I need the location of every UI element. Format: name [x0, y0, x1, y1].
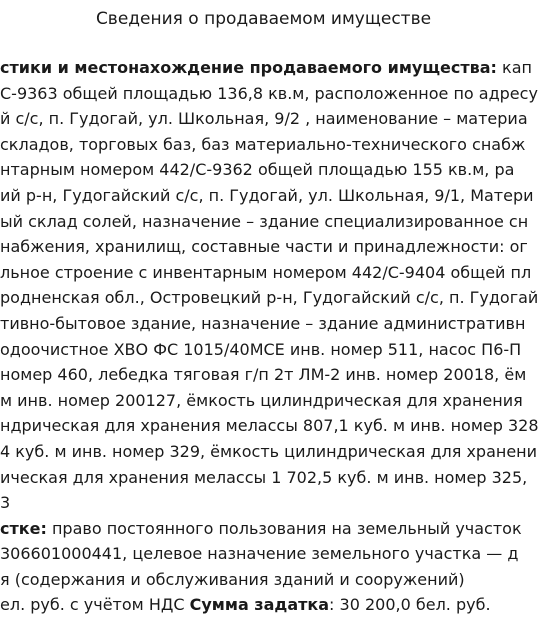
text-segment: льное строение с инвентарным номером 442/С-9404 общей пл	[0, 262, 532, 282]
bold-text-segment: стке:	[0, 518, 47, 538]
text-line	[0, 567, 527, 593]
text-segment: право постоянного пользования на земельный участок	[46, 518, 522, 538]
text-line	[0, 81, 538, 107]
text-line	[0, 490, 527, 516]
text-segment: тивно-бытовое здание, назначение – здание административн	[0, 313, 526, 333]
text-segment: ый склад солей, назначение – здание специализированное сн	[0, 211, 529, 231]
text-line	[0, 234, 527, 260]
bold-text-segment: стики и местонахождение продаваемого имущества:	[0, 58, 497, 77]
text-line	[0, 439, 538, 465]
text-line	[0, 362, 527, 388]
text-segment: 306601000441, целевое назначение земельного участка — д	[0, 544, 519, 564]
text-segment: складов, торговых баз, баз материально-технического снабж	[0, 134, 526, 154]
text-segment: родненская обл., Островецкий р-н, Гудогайский с/с, п. Гудогай	[0, 288, 539, 308]
text-segment: кап	[496, 58, 532, 77]
text-segment: ндрическая для хранения мелассы 807,1 куб. м инв. номер 328	[0, 416, 539, 436]
text-segment: я (содержания и обслуживания зданий и сооружений)	[0, 569, 465, 589]
text-line	[0, 465, 527, 491]
text-segment: м инв. номер 200127, ёмкость цилиндрическая для хранения	[0, 390, 523, 410]
text-line	[0, 157, 527, 183]
text-line	[0, 209, 527, 235]
text-line	[0, 311, 527, 337]
text-line	[0, 55, 532, 81]
bold-text-segment: Сумма задатка	[189, 595, 330, 615]
text-segment: 3	[0, 493, 11, 513]
text-segment: набжения, хранилищ, составные части и принадлежности: ог	[0, 237, 528, 257]
text-segment: : 30 200,0 бел. руб.	[329, 595, 491, 615]
text-line	[0, 132, 527, 158]
text-line	[0, 388, 527, 414]
text-line	[0, 541, 527, 567]
text-segment: й с/с, п. Гудогай, ул. Школьная, 9/2 , наименование – материа	[0, 109, 528, 129]
text-segment: ел. руб. с учётом НДС	[0, 595, 190, 615]
text-segment: 4 куб. м инв. номер 329, ёмкость цилиндрическая для хранени	[0, 441, 538, 461]
text-segment: ическая для хранения мелассы 1 702,5 куб. м инв. номер 325,	[0, 467, 528, 487]
text-line	[0, 413, 539, 439]
text-segment: ий р-н, Гудогайский с/с, п. Гудогай, ул. Школьная, 9/1, Матери	[0, 185, 534, 205]
text-segment: одоочистное ХВО ФС 1015/40МСЕ инв. номер 511, насос П6-П	[0, 339, 522, 359]
text-line	[0, 106, 527, 132]
text-line	[0, 183, 534, 209]
text-line	[0, 285, 539, 311]
text-line	[0, 516, 527, 542]
text-segment: номер 460, лебедка тяговая г/п 2т ЛМ-2 инв. номер 20018, ём	[0, 365, 527, 385]
text-segment: С-9363 общей площадью 136,8 кв.м, расположенное по адресу	[0, 83, 538, 103]
text-line	[0, 337, 527, 363]
text-segment: нтарным номером 442/С-9362 общей площадью 155 кв.м, ра	[0, 160, 515, 180]
document-body	[0, 55, 539, 618]
text-line	[0, 260, 532, 286]
page-title: Сведения о продаваемом имуществе	[95, 9, 432, 29]
text-line	[0, 592, 527, 618]
